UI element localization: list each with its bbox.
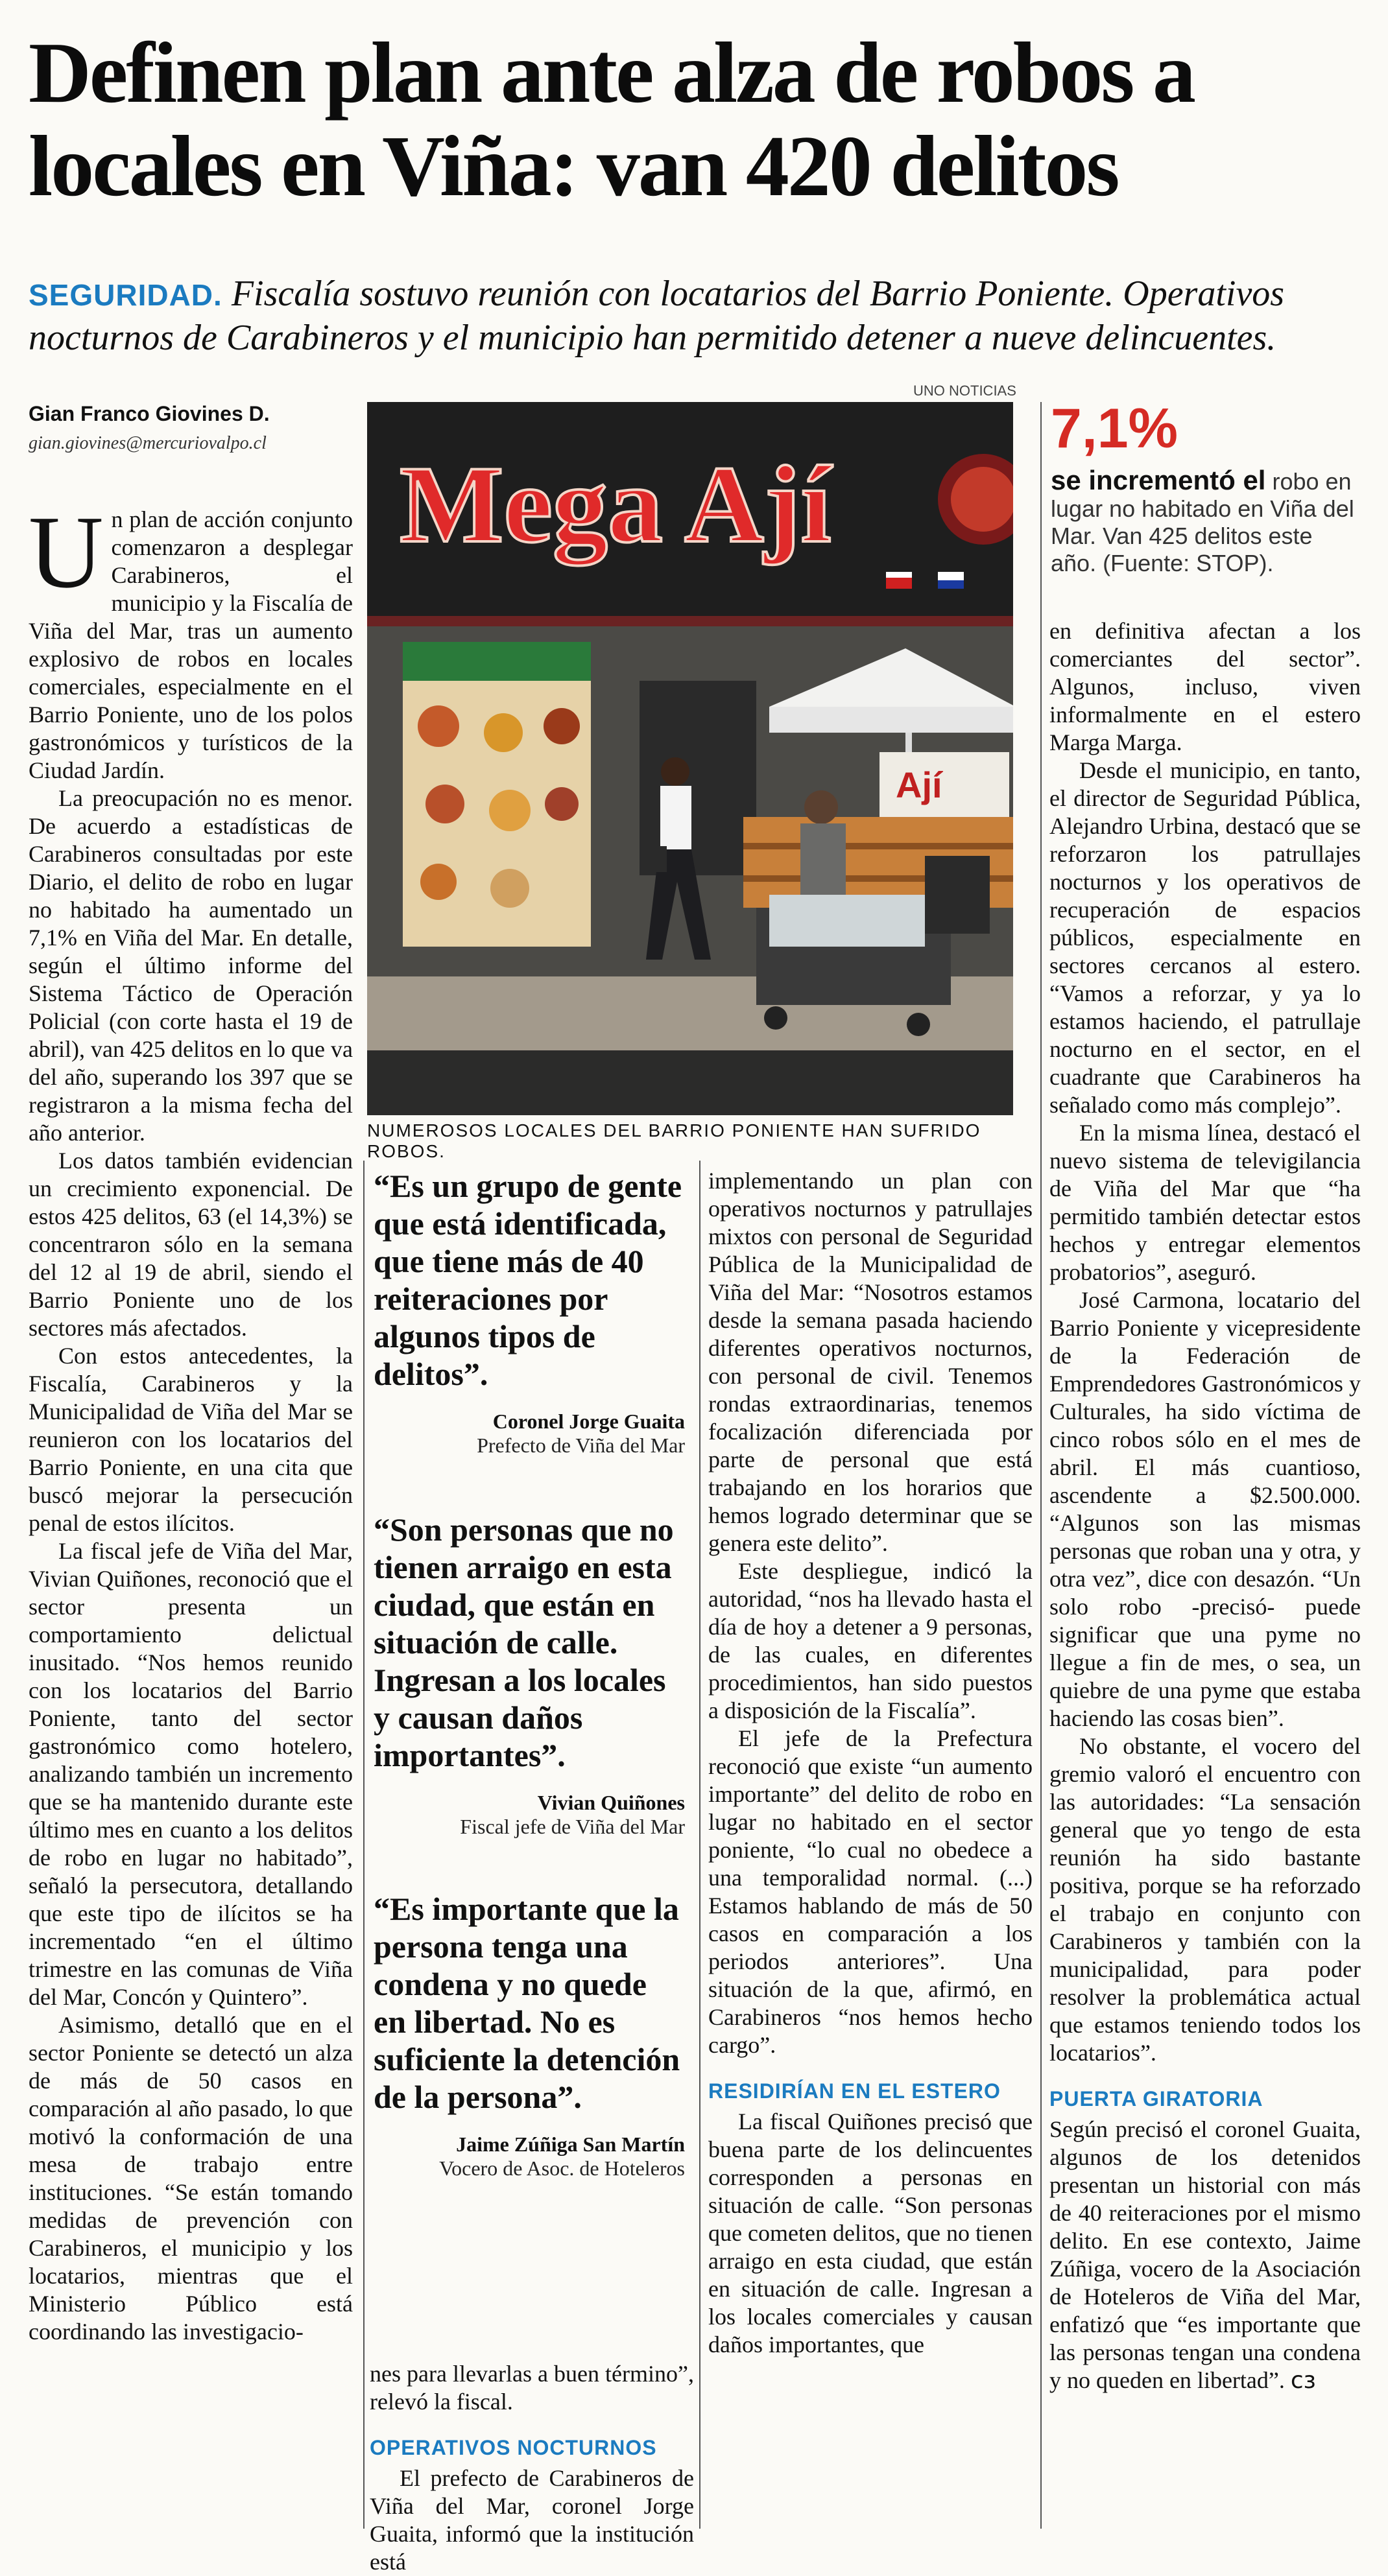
paragraph: Asimismo, detalló que en el sector Poniente se detectó un alza de más de 50 casos en comparación al año pasado, lo que motivó la conformación de una mesa de trabajo entre instituciones. “Se están tomando medidas de prevención con Carabineros, el municipio y los locatarios, mientras que el Ministerio Público está coordinando las investigacio- xyxy=(29,2012,353,2345)
quote-text: “Es importante que la persona tenga una condena y no quede en libertad. No es suficiente la detención de la persona”. xyxy=(374,1891,680,2115)
stat-value: 7,1% xyxy=(1051,397,1179,460)
subheadline-text: Fiscalía sostuvo reunión con locatarios del Barrio Poniente. Operativos nocturnos de Carabineros y el municipio han permitido detener a nueve delincuentes. xyxy=(29,274,1285,358)
svg-text:Ají: Ají xyxy=(896,764,942,805)
paragraph: No obstante, el vocero del gremio valoró el encuentro con las autoridades: “La sensación general que yo tengo de esta reunión ha sido bastante positiva, porque se ha reforzado el trabajo en conjunto con Carabineros y también con la municipalidad, para poder resolver la problemática actual que estamos teniendo todos los locatarios”. xyxy=(1049,1733,1361,2066)
stat-description: robo en lugar no habitado en Viña del Mar. Van 425 delitos este año. (Fuente: STOP). xyxy=(1051,468,1354,576)
section-kicker: SEGURIDAD. xyxy=(29,278,222,312)
paragraph: En la misma línea, destacó el nuevo sistema de televigilancia de Viña del Mar que “ha permitido también detectar estos hechos y entregar elementos probatorios”, aseguró. xyxy=(1049,1120,1361,1285)
pull-quote-3 xyxy=(374,1890,685,2180)
quote-author: Vivian Quiñones xyxy=(537,1791,685,1814)
article-column-2 xyxy=(370,2360,694,2576)
paragraph: nes para llevarlas a buen término”, relevó la fiscal. xyxy=(370,2361,694,2415)
column-divider xyxy=(363,1161,365,2529)
section-heading: PUERTA GIRATORIA xyxy=(1049,2087,1263,2110)
section-heading: RESIDIRÍAN EN EL ESTERO xyxy=(708,2079,1001,2103)
article-column-4 xyxy=(1049,617,1361,2394)
article-column-1 xyxy=(29,494,353,2346)
article-photo xyxy=(367,402,1013,1115)
paragraph: en definitiva afectan a los comerciantes del sector”. Algunos, incluso, viven informalmente en el estero Marga Marga. xyxy=(1049,618,1361,755)
stat-text xyxy=(1051,467,1356,577)
end-mark-icon: cз xyxy=(1290,2367,1316,2394)
drop-cap: U xyxy=(29,494,104,609)
article-column-3 xyxy=(708,1167,1033,2359)
quote-text: “Es un grupo de gente que está identificada, que tiene más de 40 reiteraciones por algunos tipos de delitos”. xyxy=(374,1168,682,1392)
paragraph: Los datos también evidencian un crecimiento exponencial. De estos 425 delitos, 63 (el 14,3%) se concentraron sólo en la semana del 12 al 19 de abril, siendo el Barrio Poniente uno de los sectores más afectados. xyxy=(29,1148,353,1341)
paragraph: Según precisó el coronel Guaita, algunos de los detenidos presentan un historial con más de 40 reiteraciones por el mismo delito. En ese contexto, Jaime Zúñiga, vocero de la Asociación de Hoteleros de Viña del Mar, enfatizó que “es importante que las personas tengan una condena y no queden en libertad”. cз xyxy=(1049,2116,1361,2394)
paragraph: Un plan de acción conjunto comenzaron a desplegar Carabineros, el municipio y la Fiscalía de Viña del Mar, tras un aumento explosivo de robos en locales comerciales, especialmente en el Barrio Poniente, uno de los polos gastronómicos y turísticos de la Ciudad Jardín. xyxy=(29,494,353,783)
storefront-illustration xyxy=(367,402,1013,1115)
photo-caption: NUMEROSOS LOCALES DEL BARRIO PONIENTE HAN SUFRIDO ROBOS. xyxy=(367,1120,981,1161)
pull-quote-2 xyxy=(374,1511,685,1839)
quote-role: Fiscal jefe de Viña del Mar xyxy=(460,1815,685,1838)
section-heading: OPERATIVOS NOCTURNOS xyxy=(370,2436,657,2459)
stat-bold: se incrementó el xyxy=(1051,465,1266,495)
paragraph: implementando un plan con operativos nocturnos y patrullajes mixtos con personal de Seguridad Pública de la Municipalidad de Viña del Mar: “Nosotros estamos desde la semana pasada haciendo diferentes operativos nocturnos, con personal de civil. Tenemos rondas extraordinarias, tenemos focalización diferenciada por parte de personal que está trabajando en los horarios que hemos logrado determinar que se genera este delito”. xyxy=(708,1168,1033,1556)
paragraph: La preocupación no es menor. De acuerdo a estadísticas de Carabineros consultadas por este Diario, el delito de robo en lugar no habitado ha aumentado un 7,1% en Viña del Mar. En detalle, según el último informe del Sistema Táctico de Operación Policial (con corte hasta el 19 de abril), van 425 delitos en lo que va del año, superando los 397 que se registraron a la misma fecha del año anterior. xyxy=(29,785,353,1146)
pull-quote-1 xyxy=(374,1167,685,1458)
paragraph: Desde el municipio, en tanto, el director de Seguridad Pública, Alejandro Urbina, destacó que se reforzaron los patrullajes nocturnos y los operativos de recuperación de espacios públicos, especialmente en sectores cercanos al estero. “Vamos a reforzar, y ya lo estamos haciendo, el patrullaje nocturno en el sector, en el cuadrante que Carabineros ha señalado como más complejo”. xyxy=(1049,757,1361,1118)
column-divider xyxy=(1040,402,1042,2529)
byline: Gian Franco Giovines D. xyxy=(29,402,270,425)
quote-author: Jaime Zúñiga San Martín xyxy=(456,2133,685,2156)
subheadline xyxy=(29,272,1365,359)
author-email[interactable]: gian.giovines@mercuriovalpo.cl xyxy=(29,433,267,453)
quote-author: Coronel Jorge Guaita xyxy=(492,1410,685,1433)
paragraph: La fiscal jefe de Viña del Mar, Vivian Quiñones, reconoció que el sector presenta un comportamiento delictual inusitado. “Nos hemos reunido con los locatarios del Barrio Poniente, tanto del sector gastronómico como hotelero, analizando también un incremento que se ha mantenido durante este último mes en cuanto a los delitos de robo en lugar no habitado”, señaló la persecutora, detallando que este tipo de ilícitos se ha incrementado “en el último trimestre en las comunas de Viña del Mar, Concón y Quintero”. xyxy=(29,1538,353,2010)
quote-role: Prefecto de Viña del Mar xyxy=(477,1434,685,1457)
photo-credit: UNO NOTICIAS xyxy=(913,383,1016,399)
paragraph: José Carmona, locatario del Barrio Poniente y vicepresidente de la Federación de Emprendedores Gastronómicos y Culturales, ha sido víctima de cinco robos sólo en el mes de abril. El más cuantioso, ascendente a $2.500.000. “Algunos son las mismas personas que roban una y otra, y otra vez”, dice con desazón. “Un solo robo -precisó- puede significar que una pyme no llegue a fin de mes, o sea, un quiebre de una pyme que estaba haciendo las cosas bien”. xyxy=(1049,1287,1361,1731)
headline: Definen plan ante alza de robos a locales en Viña: van 420 delitos xyxy=(29,25,1194,214)
quote-role: Vocero de Asoc. de Hoteleros xyxy=(439,2157,685,2180)
column-divider xyxy=(699,1161,700,2529)
paragraph: Este despliegue, indicó la autoridad, “nos ha llevado hasta el día de hoy a detener a 9 personas, de las cuales, en diferentes procedimientos, han sido puestos a disposición de la Fiscalía”. xyxy=(708,1558,1033,1723)
paragraph: La fiscal Quiñones precisó que buena parte de los delincuentes corresponden a personas en situación de calle. “Son personas que cometen delitos, que no tienen arraigo en esta ciudad, que están en situación de calle. Ingresan a los locales comerciales y causan daños importantes, que xyxy=(708,2109,1033,2357)
quote-text: “Son personas que no tienen arraigo en esta ciudad, que están en situación de calle. Ingresan a los locales y causan daños importantes”. xyxy=(374,1511,674,1773)
paragraph: El jefe de la Prefectura reconoció que existe “un aumento importante” del delito de robo en lugar no habitado en el sector poniente, “lo cual no obedece a una temporalidad normal. (...) Estamos hablando de más de 50 casos en comparación a los periodos anteriores”. Una situación de la que, afirmó, en Carabineros “nos hemos hecho cargo”. xyxy=(708,1725,1033,2058)
paragraph: Con estos antecedentes, la Fiscalía, Carabineros y la Municipalidad de Viña del Mar se reunieron con los locatarios del Barrio Poniente, en una cita que buscó mejorar la persecución penal de estos ilícitos. xyxy=(29,1343,353,1536)
store-sign-text: Mega Ají xyxy=(400,443,832,565)
paragraph: El prefecto de Carabineros de Viña del Mar, coronel Jorge Guaita, informó que la institución está xyxy=(370,2465,694,2575)
